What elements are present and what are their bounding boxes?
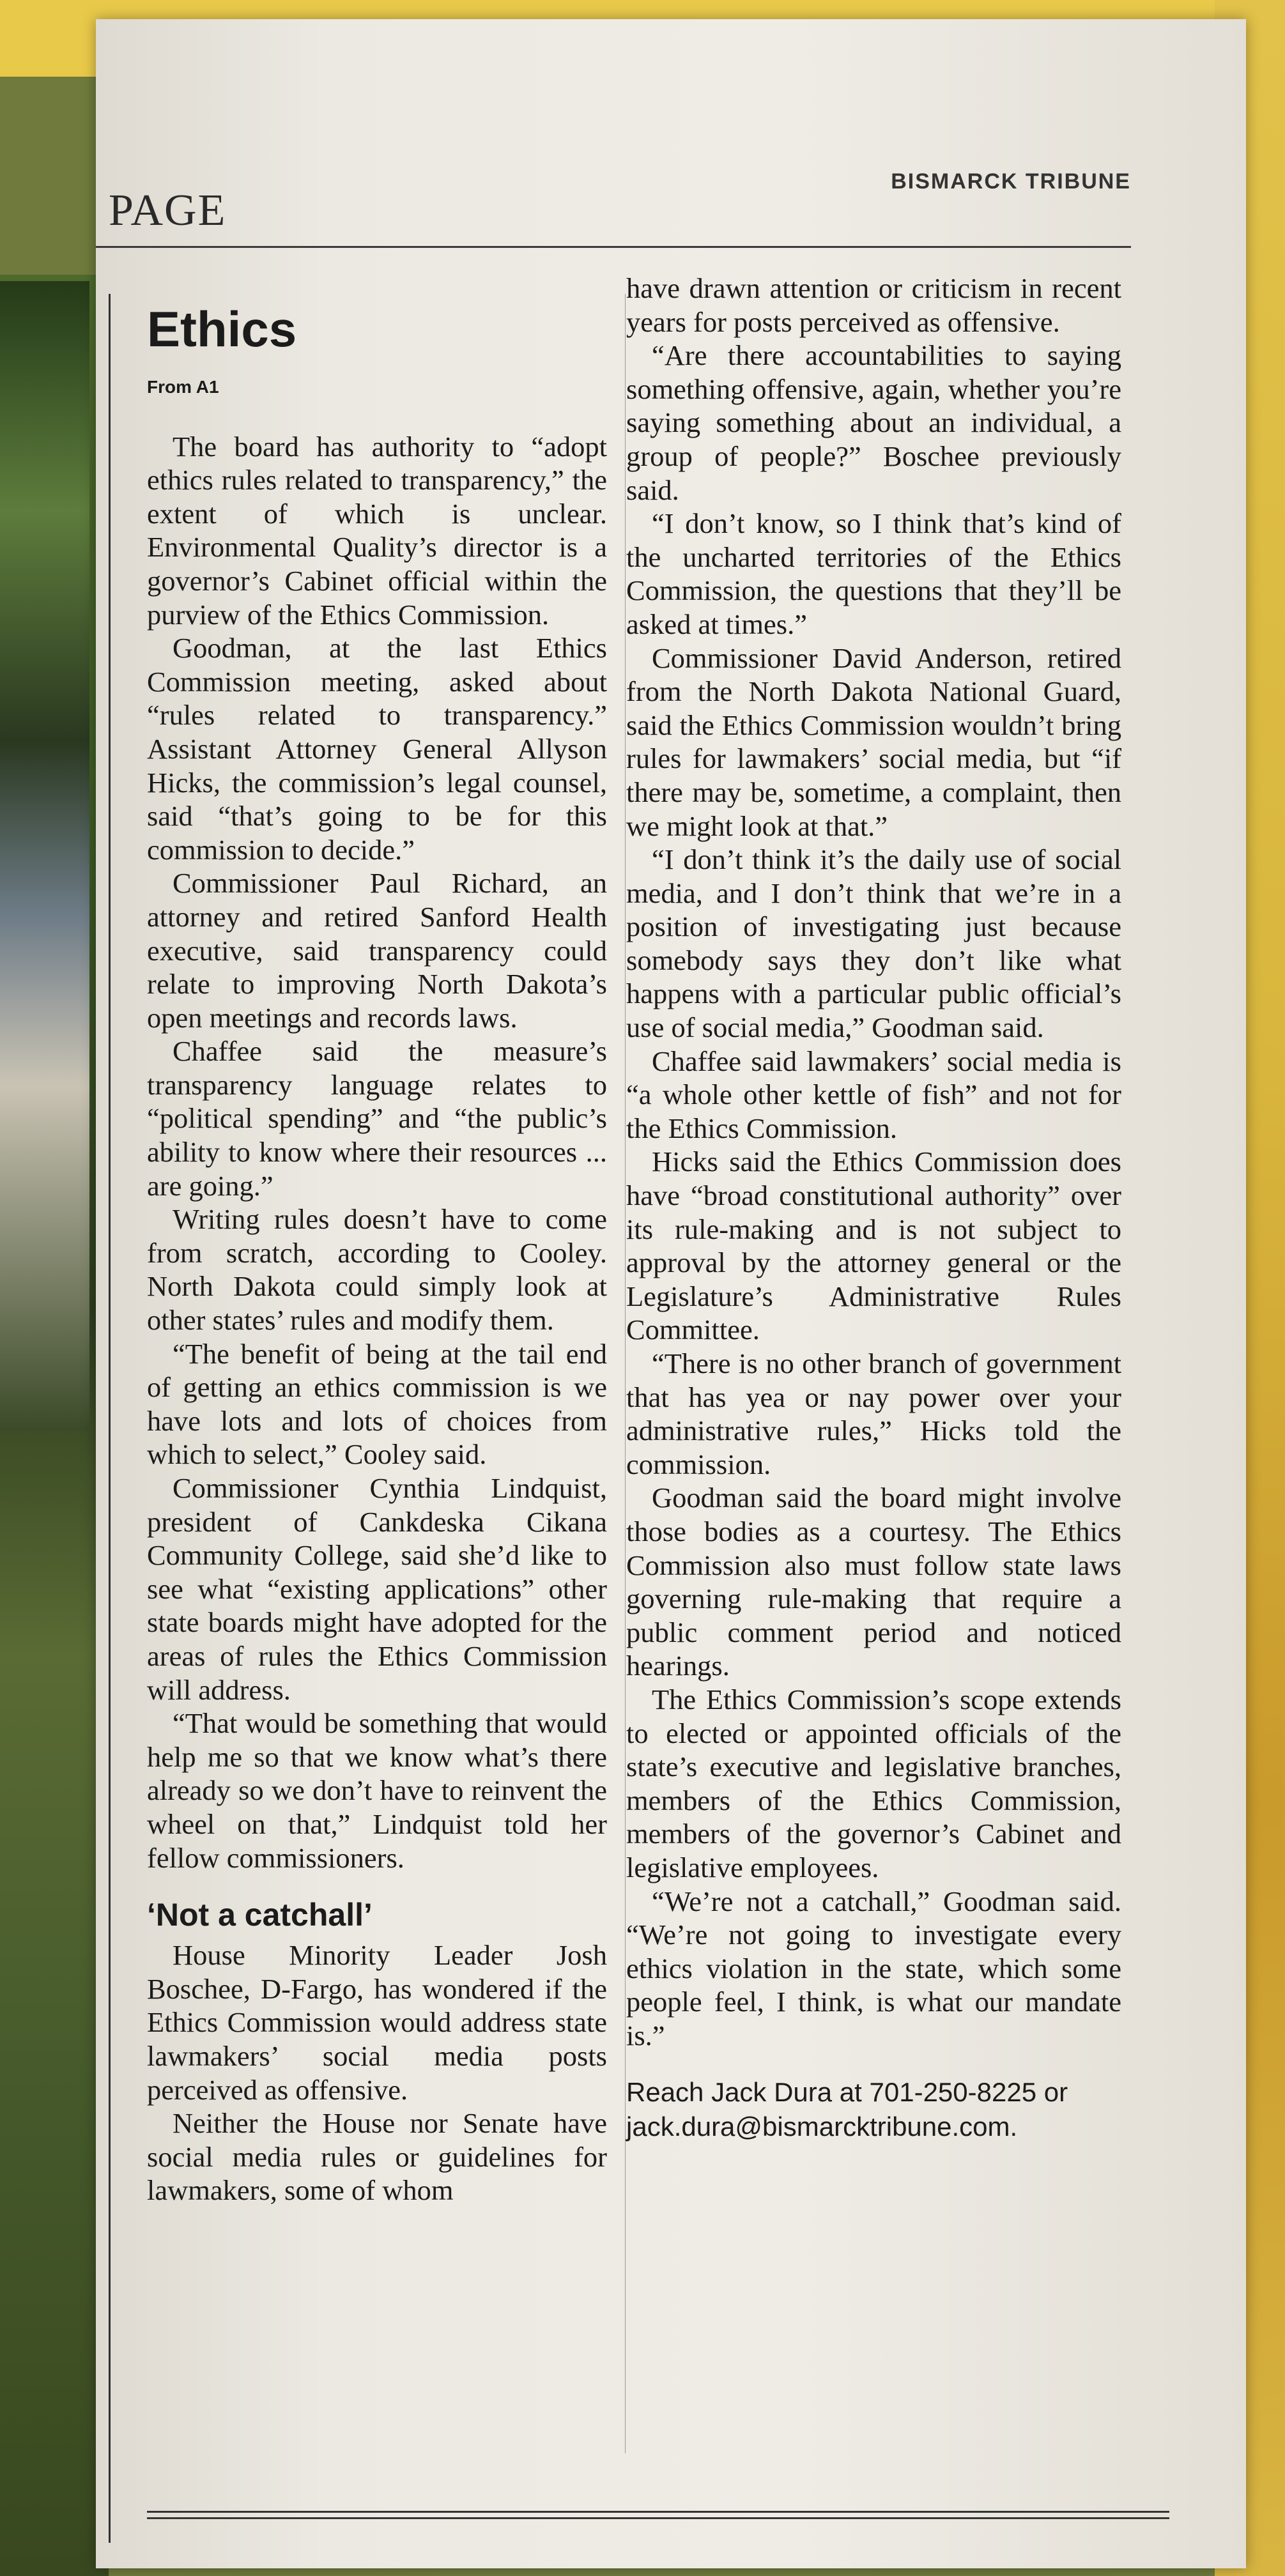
- paragraph: “We’re not a catchall,” Goodman said. “We’re not going to investigate every ethics violation in the state, which some people feel, I think, is what our mandate is.”: [626, 1885, 1121, 2051]
- bottom-rule: [147, 2517, 1169, 2519]
- paragraph: House Minority Leader Josh Boschee, D-Fargo, has wondered if the Ethics Commission would address state lawmakers’ social media posts perceived as offensive.: [147, 1939, 607, 2106]
- masthead: BISMARCK TRIBUNE: [891, 169, 1131, 194]
- paragraph: Goodman said the board might involve those bodies as a courtesy. The Ethics Commission also must follow state laws governing rule-making that require a public comment period and noticed hearings.: [626, 1482, 1121, 1682]
- newspaper-page: [96, 19, 1246, 2568]
- paragraph: Commissioner David Anderson, retired from the North Dakota National Guard, said the Ethics Commission wouldn’t bring rules for lawmakers’ social media, but “if there may be, sometime, a complaint, then we might look at that.”: [626, 641, 1121, 842]
- paragraph: The board has authority to “adopt ethics rules related to transparency,” the extent of which is unclear. Environmental Quality’s director is a governor’s Cabinet official within the purview of the Ethics Commission.: [147, 430, 607, 631]
- paragraph: “That would be something that would help me so that we know what’s there already so we don’t have to reinvent the wheel on that,” Lindquist told her fellow commissioners.: [147, 1707, 607, 1874]
- paragraph: Neither the House nor Senate have social media rules or guidelines for lawmakers, some of whom: [147, 2107, 607, 2207]
- adjacent-photo-fragment: [0, 281, 89, 1431]
- column-rule-left: [109, 294, 111, 2543]
- paragraph: Commissioner Cynthia Lindquist, president of Cankdeska Cikana Community College, said she’d like to see what “existing applications” other state boards might have adopted for the areas of rules the Ethics Commission will address.: [147, 1472, 607, 1706]
- paragraph: The Ethics Commission’s scope extends to elected or appointed officials of the state’s executive and legislative branches, members of the Ethics Commission, members of the governor’s Cabinet and legislative employees.: [626, 1683, 1121, 1883]
- column-rule-middle: [625, 294, 626, 2453]
- paragraph-continuation: have drawn attention or criticism in recent years for posts perceived as offensive.: [626, 272, 1121, 338]
- page-label: PAGE: [109, 186, 227, 235]
- paragraph: Chaffee said the measure’s transparency language relates to “political spending” and “the public’s ability to know where their resources ... are going.”: [147, 1035, 607, 1202]
- paragraph: Writing rules doesn’t have to come from scratch, according to Cooley. North Dakota could simply look at other states’ rules and modify them.: [147, 1203, 607, 1337]
- article-column-right: [626, 272, 1121, 2144]
- paragraph: “Are there accountabilities to saying something offensive, again, whether you’re saying something about an individual, a group of people?” Boschee previously said.: [626, 339, 1121, 506]
- paragraph: Goodman, at the last Ethics Commission meeting, asked about “rules related to transparency.” Assistant Attorney General Allyson Hicks, the commission’s legal counsel, said “that’s going to be for this commission to decide.”: [147, 632, 607, 866]
- paragraph: “There is no other branch of government that has yea or nay power over your administrative rules,” Hicks told the commission.: [626, 1347, 1121, 1480]
- paragraph: “I don’t think it’s the daily use of social media, and I don’t think that we’re in a position of investigating just because somebody says they don’t like what happens with a particular public official’s use of social media,” Goodman said.: [626, 843, 1121, 1044]
- signoff-email: jack.dura@bismarcktribune.com.: [626, 2112, 1018, 2142]
- article-headline: Ethics: [147, 301, 297, 357]
- bottom-rule: [147, 2511, 1169, 2513]
- jump-line: From A1: [147, 377, 219, 397]
- paragraph: “I don’t know, so I think that’s kind of the uncharted territories of the Ethics Commission, the questions that they’ll be asked at times.”: [626, 507, 1121, 640]
- subhead: ‘Not a catchall’: [147, 1897, 373, 1933]
- author-signoff: [626, 2075, 1121, 2144]
- paragraph: Hicks said the Ethics Commission does have “broad constitutional authority” over its rule-making and is not subject to approval by the attorney general or the Legislature’s Administrative Rules Committee.: [626, 1146, 1121, 1346]
- paragraph: “The benefit of being at the tail end of getting an ethics commission is we have lots and lots of choices from which to select,” Cooley said.: [147, 1337, 607, 1471]
- article-column-left: [147, 300, 607, 2207]
- signoff-phone-line: Reach Jack Dura at 701-250-8225 or: [626, 2077, 1068, 2108]
- paragraph: Chaffee said lawmakers’ social media is “a whole other kettle of fish” and not for the Ethics Commission.: [626, 1045, 1121, 1144]
- top-rule: [96, 246, 1131, 248]
- paragraph: Commissioner Paul Richard, an attorney and retired Sanford Health executive, said transparency could relate to improving North Dakota’s open meetings and records laws.: [147, 867, 607, 1034]
